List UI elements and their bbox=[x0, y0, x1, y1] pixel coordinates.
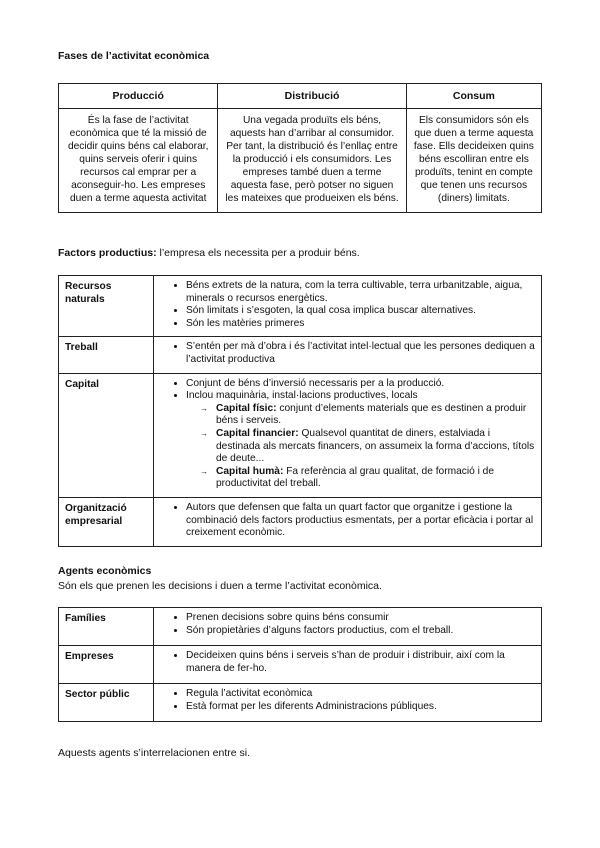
cell-distribucio: Una vegada produïts els béns, aquests han d’arribar al consumidor. Per tant, la distribució és l’enllaç entre la producció i els consumidors. Les empreses també duen a terme aquesta fase, però potser no siguen les mateixes que produeixen els béns. bbox=[218, 109, 406, 213]
factor-row-organitzacio bbox=[59, 497, 542, 546]
capital-sublist bbox=[186, 403, 535, 491]
sub-list-item: → Capital físic: conjunt d’elements materials que es destinen a produir béns i serveis. bbox=[216, 403, 535, 428]
list-item: • Conjunt de béns d’inversió necessaris per a la producció. bbox=[186, 378, 535, 391]
agent-list bbox=[160, 688, 535, 713]
phases-header-row bbox=[59, 84, 542, 109]
factor-row-recursos bbox=[59, 276, 542, 337]
agents-table bbox=[58, 607, 542, 722]
agent-list bbox=[160, 650, 535, 675]
agent-label: Empreses bbox=[59, 646, 154, 684]
phases-body-row bbox=[59, 109, 542, 213]
list-item: • S’entén per mà d’obra i és l’activitat intel·lectual que les persones dediquen a l’activitat productiva bbox=[186, 341, 535, 366]
sub-list-item: → Capital financier: Qualsevol quantitat de diners, estalviada i destinada als mercats financers, on assumeix la forma d’accions, títols de deute... bbox=[216, 428, 535, 466]
agent-row-empreses bbox=[59, 646, 542, 684]
factor-row-capital bbox=[59, 373, 542, 497]
phases-title: Fases de l’activitat econòmica bbox=[58, 50, 210, 62]
agent-label: Sector públic bbox=[59, 684, 154, 722]
list-item: • Prenen decisions sobre quins béns consumir bbox=[186, 612, 535, 625]
cell-consum: Els consumidors són els que duen a terme aquesta fase. Ells decideixen quins béns escolliran entre els produïts, tenint en compte que tenen uns recursos (diners) limitats. bbox=[406, 109, 541, 213]
factor-label: Capital bbox=[59, 373, 154, 497]
header-distribucio: Distribució bbox=[218, 84, 406, 109]
list-item: • Autors que defensen que falta un quart factor que organitze i gestione la combinació dels factors productius esmentats, per a portar eficàcia i portar al creixement econòmic. bbox=[186, 502, 535, 540]
list-item: • Són propietàries d’alguns factors productius, com el treball. bbox=[186, 625, 535, 638]
sub-list-item: → Capital humà: Fa referència al grau qualitat, de formació i de productivitat del treball. bbox=[216, 466, 535, 491]
factor-label: Organització empresarial bbox=[59, 497, 154, 546]
list-item: • Decideixen quins béns i serveis s’han de produir i distribuir, així com la manera de fer-ho. bbox=[186, 650, 535, 675]
list-item: • Està format per les diferents Administracions públiques. bbox=[186, 701, 535, 714]
factors-title-rest: l’empresa els necessita per a produir béns. bbox=[156, 247, 360, 259]
list-item: • Regula l’activitat econòmica bbox=[186, 688, 535, 701]
factors-title-bold: Factors productius: bbox=[58, 247, 157, 259]
agent-row-sector-public bbox=[59, 684, 542, 722]
factors-table bbox=[58, 275, 542, 547]
header-consum: Consum bbox=[406, 84, 541, 109]
list-item: • Béns extrets de la natura, com la terra cultivable, terra urbanitzable, aigua, minerals o recursos energètics. bbox=[186, 280, 535, 305]
list-item: • Són les matèries primeres bbox=[186, 318, 535, 331]
agent-label: Famílies bbox=[59, 608, 154, 646]
factor-list bbox=[160, 341, 535, 366]
header-produccio: Producció bbox=[59, 84, 218, 109]
agents-subtitle: Són els que prenen les decisions i duen a terme l’activitat econòmica. bbox=[58, 580, 382, 592]
list-item: • Són limitats i s’esgoten, la qual cosa implica buscar alternatives. bbox=[186, 305, 535, 318]
document-page bbox=[58, 50, 538, 759]
factor-label: Treball bbox=[59, 337, 154, 373]
factor-list bbox=[160, 378, 535, 491]
factor-list bbox=[160, 280, 535, 330]
cell-produccio: És la fase de l’activitat econòmica que té la missió de decidir quins béns cal elaborar, quins serveis oferir i quins recursos cal emprar per a aconseguir-ho. Les empreses duen a terme aquesta activitat bbox=[59, 109, 218, 213]
agent-row-families bbox=[59, 608, 542, 646]
agent-list bbox=[160, 612, 535, 637]
phases-table bbox=[58, 83, 542, 213]
factors-title bbox=[58, 247, 360, 259]
agents-title: Agents econòmics bbox=[58, 565, 152, 577]
factor-label: Recursos naturals bbox=[59, 276, 154, 337]
factor-list bbox=[160, 502, 535, 540]
closing-text: Aquests agents s’interrelacionen entre si. bbox=[58, 747, 251, 759]
list-item: • Inclou maquinària, instal·lacions productives, locals → Capital físic: conjunt d’elements materials que es destinen a produir béns i serveis. → Capital financier: Qualsevol quantitat de diners, estalviada i destinada als mercats financers, on assumeix la forma d’accions, títols de deute... → Capital humà: Fa referència al grau qualitat, de formació i de productivitat del treball. bbox=[186, 390, 535, 491]
factor-row-treball bbox=[59, 337, 542, 373]
